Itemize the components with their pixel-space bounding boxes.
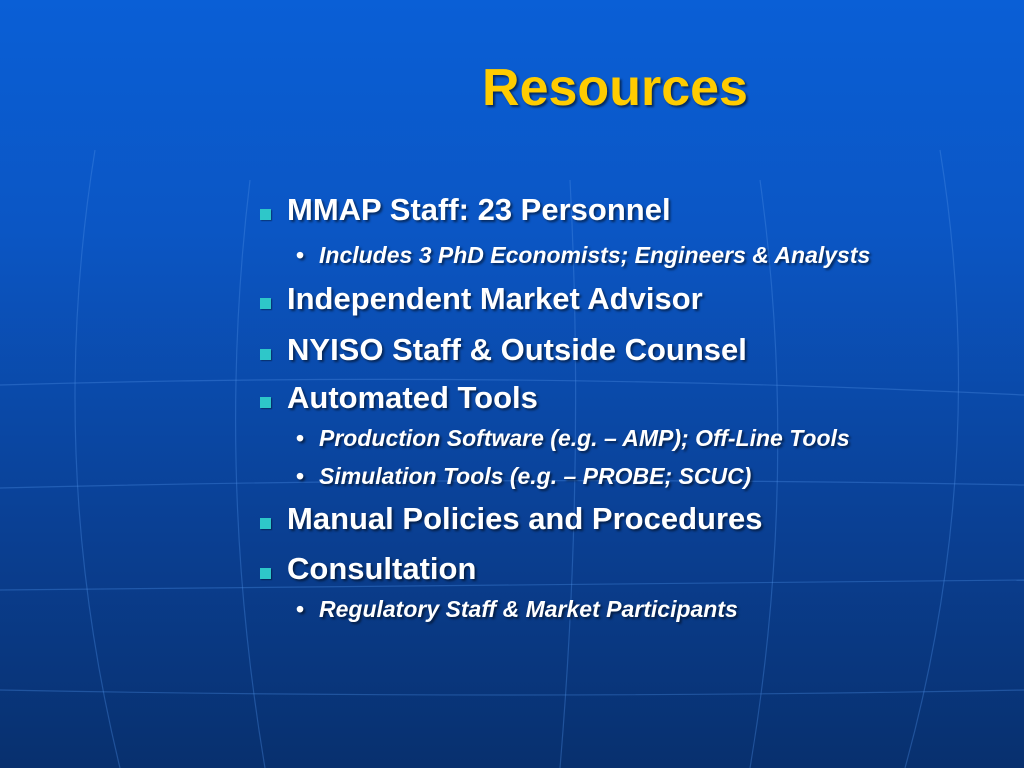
sub-bullet-item xyxy=(258,423,998,453)
sub-bullet-item xyxy=(258,594,998,624)
square-bullet-icon xyxy=(260,349,271,360)
bullet-item xyxy=(258,192,998,228)
sub-bullet-text: Production Software (e.g. – AMP); Off-Line Tools xyxy=(319,425,850,451)
square-bullet-icon xyxy=(260,518,271,529)
square-bullet-icon xyxy=(260,298,271,309)
sub-bullet-item xyxy=(258,240,998,270)
slide-title: Resources xyxy=(482,59,748,117)
bullet-item xyxy=(258,281,998,317)
bullet-text: Independent Market Advisor xyxy=(287,281,703,316)
sub-bullet-text: Includes 3 PhD Economists; Engineers & Analysts xyxy=(319,242,871,268)
bullet-text: MMAP Staff: 23 Personnel xyxy=(287,192,671,227)
sub-bullet-text: Simulation Tools (e.g. – PROBE; SCUC) xyxy=(319,463,752,489)
dot-bullet-icon: • xyxy=(296,425,305,451)
square-bullet-icon xyxy=(260,397,271,408)
bullet-item xyxy=(258,380,998,416)
bullet-text: Automated Tools xyxy=(287,380,538,415)
sub-bullet-text: Regulatory Staff & Market Participants xyxy=(319,596,738,622)
bullet-list xyxy=(258,192,998,624)
bullet-item xyxy=(258,551,998,587)
sub-bullet-item xyxy=(258,461,998,491)
bullet-text: Manual Policies and Procedures xyxy=(287,501,763,536)
dot-bullet-icon: • xyxy=(296,242,305,268)
square-bullet-icon xyxy=(260,568,271,579)
square-bullet-icon xyxy=(260,209,271,220)
bullet-item xyxy=(258,332,998,368)
dot-bullet-icon: • xyxy=(296,596,305,622)
bullet-item xyxy=(258,501,998,537)
bullet-text: Consultation xyxy=(287,551,477,586)
dot-bullet-icon: • xyxy=(296,463,305,489)
bullet-text: NYISO Staff & Outside Counsel xyxy=(287,332,747,367)
